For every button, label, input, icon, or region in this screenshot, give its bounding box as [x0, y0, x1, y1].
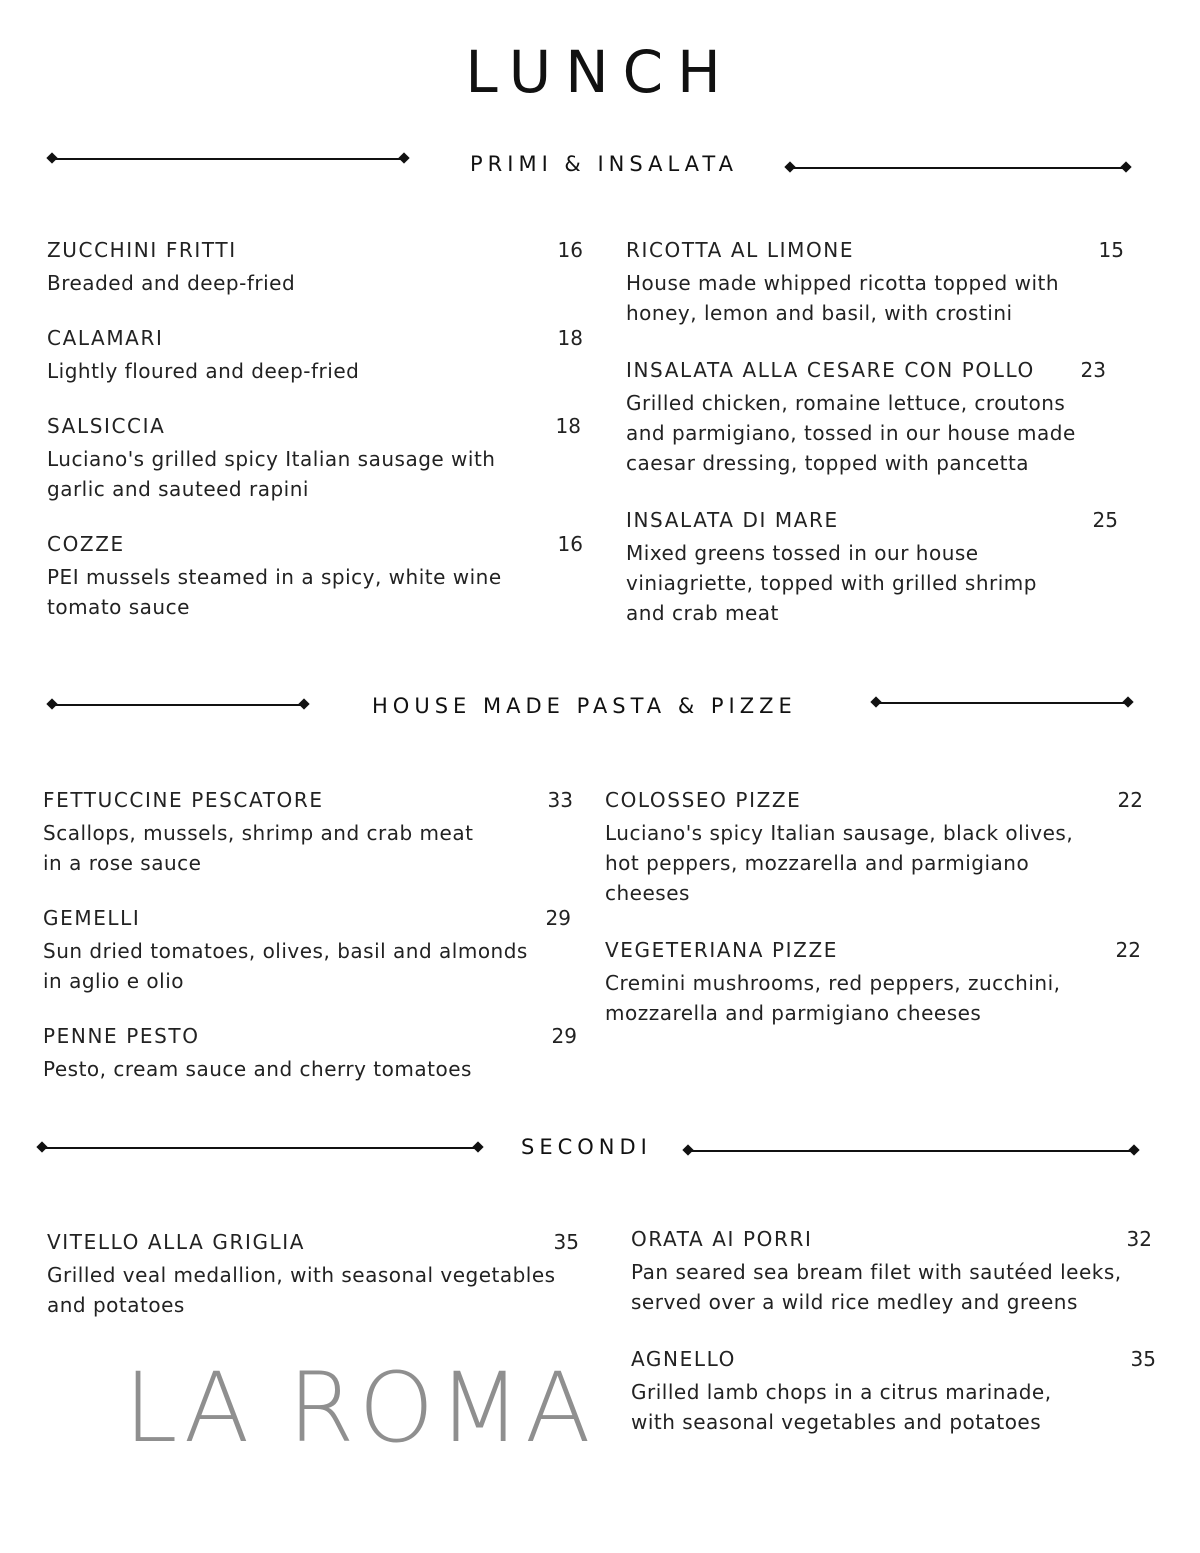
item-price: 16	[557, 238, 583, 262]
item-price: 35	[1130, 1347, 1156, 1371]
item-price: 16	[557, 532, 583, 556]
menu-item	[43, 1024, 577, 1084]
item-description: Luciano's grilled spicy Italian sausage with garlic and sauteed rapini	[47, 447, 496, 501]
item-name: AGNELLO	[631, 1347, 736, 1371]
menu-item	[43, 788, 573, 878]
item-price: 35	[553, 1230, 579, 1254]
item-price: 29	[551, 1024, 577, 1048]
item-description: PEI mussels steamed in a spicy, white wine tomato sauce	[47, 565, 502, 619]
menu-item	[47, 532, 583, 622]
item-description: Grilled veal medallion, with seasonal vegetables and potatoes	[47, 1263, 556, 1317]
item-name: PENNE PESTO	[43, 1024, 200, 1048]
menu-item	[631, 1227, 1156, 1317]
item-description: Grilled lamb chops in a citrus marinade, with seasonal vegetables and potatoes	[631, 1380, 1052, 1434]
la-roma-logo: LA ROMA	[124, 1352, 595, 1464]
menu-item	[626, 238, 1124, 328]
primi-left-column	[47, 238, 583, 622]
secondi-right-column	[631, 1227, 1156, 1437]
divider-pasta-right	[876, 702, 1128, 704]
item-description: Pesto, cream sauce and cherry tomatoes	[43, 1057, 472, 1081]
item-price: 18	[557, 326, 583, 350]
divider-primi-left	[52, 158, 404, 160]
menu-item	[47, 238, 583, 298]
section-title-primi: PRIMI & INSALATA	[470, 152, 738, 176]
item-name: RICOTTA AL LIMONE	[626, 238, 855, 262]
item-description: House made whipped ricotta topped with honey, lemon and basil, with crostini	[626, 271, 1060, 325]
pasta-left-column	[43, 788, 577, 1084]
item-price: 32	[1126, 1227, 1152, 1251]
item-price: 22	[1115, 938, 1141, 962]
item-description: Sun dried tomatoes, olives, basil and almonds in aglio e olio	[43, 939, 528, 993]
item-name: GEMELLI	[43, 906, 141, 930]
item-price: 23	[1080, 358, 1106, 382]
section-title-secondi: SECONDI	[521, 1135, 652, 1159]
divider-pasta-left	[52, 704, 304, 706]
item-name: COLOSSEO PIZZE	[605, 788, 802, 812]
item-name: INSALATA ALLA CESARE CON POLLO	[626, 358, 1035, 382]
menu-item	[626, 508, 1124, 628]
item-name: COZZE	[47, 532, 125, 556]
item-name: VITELLO ALLA GRIGLIA	[47, 1230, 306, 1254]
item-description: Cremini mushrooms, red peppers, zucchini, mozzarella and parmigiano cheeses	[605, 971, 1061, 1025]
menu-item	[605, 938, 1143, 1028]
primi-right-column	[626, 238, 1124, 628]
item-price: 18	[555, 414, 581, 438]
page-title: LUNCH	[465, 38, 735, 106]
item-description: Mixed greens tossed in our house viniagriette, topped with grilled shrimp and crab meat	[626, 541, 1037, 625]
menu-item	[605, 788, 1143, 908]
item-description: Lightly floured and deep-fried	[47, 359, 360, 383]
menu-item	[47, 1230, 579, 1320]
divider-primi-right	[790, 167, 1126, 169]
item-description: Grilled chicken, romaine lettuce, croutons and parmigiano, tossed in our house made caesar dressing, topped with pancetta	[626, 391, 1076, 475]
item-name: VEGETERIANA PIZZE	[605, 938, 838, 962]
item-name: INSALATA DI MARE	[626, 508, 839, 532]
menu-item	[47, 414, 581, 504]
item-description: Pan seared sea bream filet with sautéed leeks, served over a wild rice medley and greens	[631, 1260, 1122, 1314]
item-description: Luciano's spicy Italian sausage, black olives, hot peppers, mozzarella and parmigiano cheeses	[605, 821, 1074, 905]
section-title-pasta: HOUSE MADE PASTA & PIZZE	[372, 694, 797, 718]
item-name: ORATA AI PORRI	[631, 1227, 813, 1251]
item-description: Breaded and deep-fried	[47, 271, 296, 295]
pasta-right-column	[605, 788, 1143, 1028]
item-name: SALSICCIA	[47, 414, 166, 438]
menu-item	[626, 358, 1124, 478]
menu-item	[43, 906, 573, 996]
menu-item	[631, 1347, 1156, 1437]
item-price: 15	[1098, 238, 1124, 262]
item-price: 29	[545, 906, 571, 930]
item-name: CALAMARI	[47, 326, 164, 350]
item-description: Scallops, mussels, shrimp and crab meat in a rose sauce	[43, 821, 474, 875]
divider-secondi-left	[42, 1147, 478, 1149]
item-name: FETTUCCINE PESCATORE	[43, 788, 324, 812]
secondi-left-column	[47, 1230, 579, 1320]
item-price: 25	[1092, 508, 1118, 532]
item-price: 22	[1117, 788, 1143, 812]
item-price: 33	[547, 788, 573, 812]
item-name: ZUCCHINI FRITTI	[47, 238, 237, 262]
menu-item	[47, 326, 583, 386]
divider-secondi-right	[688, 1150, 1134, 1152]
